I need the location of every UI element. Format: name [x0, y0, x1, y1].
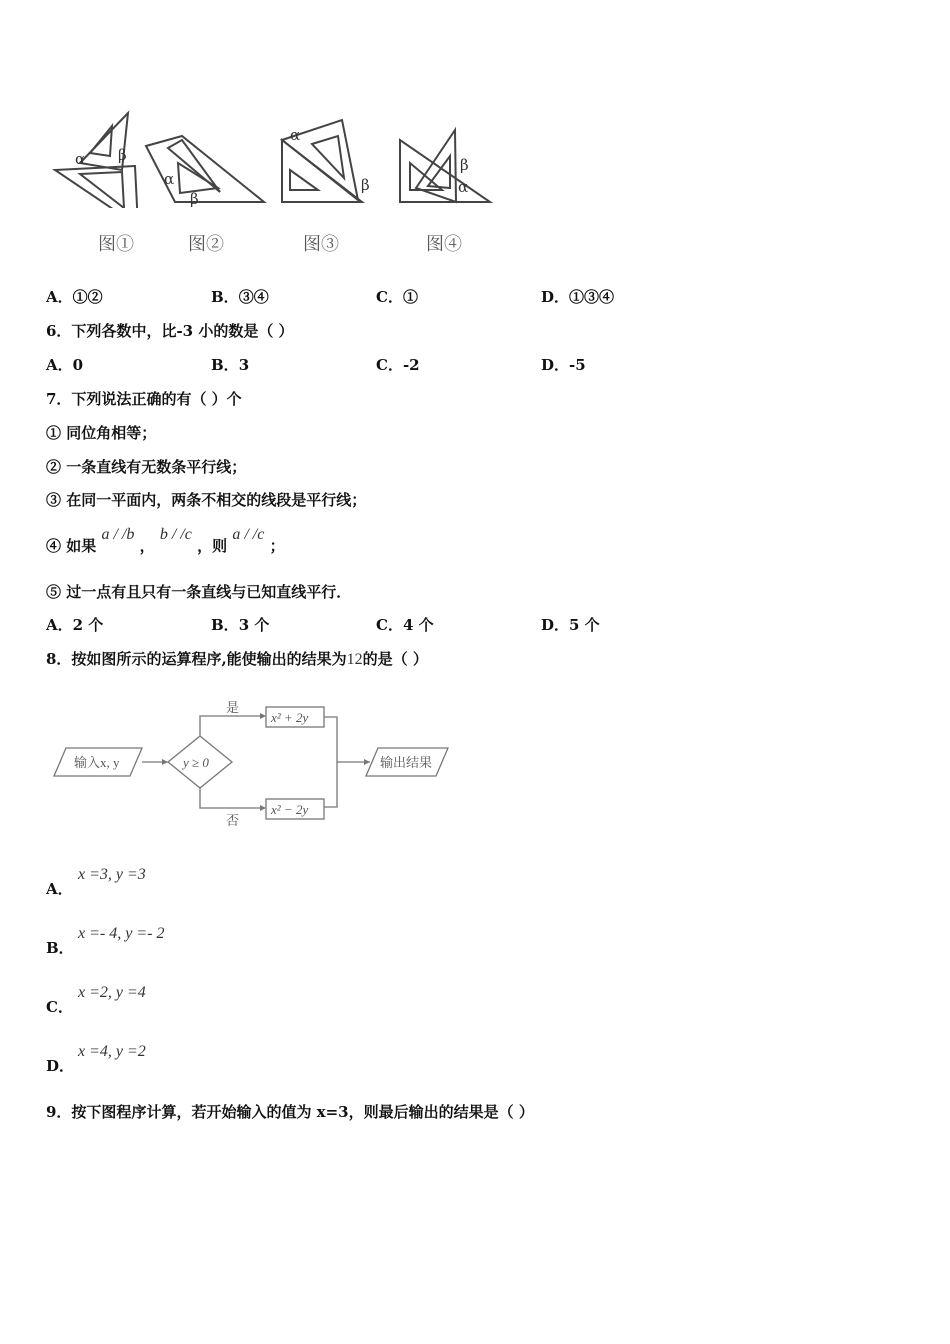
q7-option-b[interactable]: [211, 614, 269, 635]
option-label: A．: [46, 288, 73, 306]
alpha-label: α: [290, 126, 301, 144]
figure-label-1: 图①: [98, 234, 134, 255]
figure-label-4: 图④: [426, 234, 462, 255]
q5-option-d[interactable]: [541, 286, 614, 307]
q5-option-a[interactable]: [46, 286, 103, 307]
beta-label: β: [460, 156, 469, 174]
q7-statement-5: ⑤ 过一点有且只有一条直线与已知直线平行．: [46, 583, 352, 601]
option-label: D．: [46, 1057, 75, 1075]
q6-stem: 6．下列各数中，比-3 小的数是（ ）: [46, 322, 294, 340]
option-text: -5: [569, 356, 586, 374]
option-label: B．: [46, 939, 74, 957]
option-label: A．: [46, 616, 73, 634]
option-text: 3: [238, 356, 250, 374]
option-text: 5 个: [569, 616, 600, 634]
target-number: 12: [346, 651, 363, 668]
beta-label: β: [190, 190, 199, 208]
statement-prefix: ④ 如果: [46, 537, 97, 555]
option-label: C．: [46, 998, 73, 1016]
option-text: ③④: [238, 288, 269, 306]
yes-label: 是: [226, 700, 240, 715]
flowchart: [50, 692, 460, 837]
option-label: B．: [211, 616, 239, 634]
stem-text: 的是（ ）: [362, 650, 428, 668]
q7-statement-2: ② 一条直线有无数条平行线；: [46, 458, 247, 476]
no-label: 否: [226, 813, 240, 828]
option-label: D．: [541, 616, 570, 634]
separator: ，: [139, 537, 155, 555]
math-expr: x =4, y =2: [78, 1043, 146, 1060]
option-label: A．: [46, 880, 73, 898]
beta-label: β: [118, 146, 127, 164]
option-text: ①②: [72, 288, 103, 306]
option-label: C．: [376, 616, 403, 634]
figure-label-3: 图③: [303, 234, 339, 255]
q9-stem: 9．按下图程序计算，若开始输入的值为 x=3，则最后输出的结果是（ ）: [46, 1103, 534, 1121]
option-label: D．: [541, 356, 570, 374]
math-expr: x =3, y =3: [78, 866, 146, 883]
math-expr: b / /c: [159, 526, 192, 543]
option-text: 2 个: [72, 616, 104, 634]
q8-stem: [46, 648, 428, 669]
q5-option-b[interactable]: [211, 286, 269, 307]
option-label: C．: [376, 288, 403, 306]
q7-statement-1: ① 同位角相等；: [46, 424, 157, 442]
option-label: B．: [211, 356, 239, 374]
option-text: ①: [402, 288, 418, 306]
option-label: B．: [211, 288, 239, 306]
math-expr: x =2, y =4: [78, 984, 146, 1001]
q6-option-a[interactable]: [46, 354, 83, 375]
output-label: 输出结果: [380, 755, 433, 770]
alpha-label: α: [75, 150, 86, 168]
stem-text: 8．按如图所示的运算程序,能使输出的结果为: [46, 650, 347, 668]
q5-option-c[interactable]: [376, 286, 418, 307]
q7-stem: 7．下列说法正确的有（ ）个: [46, 390, 242, 408]
math-expr: a / /b: [101, 526, 135, 543]
option-text: ①③④: [569, 288, 615, 306]
math-expr: x =- 4, y =- 2: [78, 925, 165, 942]
then-text: ，则: [197, 537, 228, 555]
expr-no-label: x² − 2y: [271, 802, 309, 817]
q7-option-d[interactable]: [541, 614, 600, 635]
q7-statement-3: ③ 在同一平面内，两条不相交的线段是平行线；: [46, 491, 367, 509]
q7-option-a[interactable]: [46, 614, 103, 635]
q6-option-d[interactable]: [541, 354, 586, 375]
option-text: 0: [72, 356, 84, 374]
q6-option-c[interactable]: [376, 354, 420, 375]
q7-option-c[interactable]: [376, 614, 434, 635]
alpha-label: α: [164, 170, 175, 188]
expr-yes-label: x² + 2y: [271, 710, 309, 725]
input-label: 输入x, y: [74, 755, 120, 770]
q6-option-b[interactable]: [211, 354, 249, 375]
option-text: -2: [402, 356, 420, 374]
option-label: D．: [541, 288, 570, 306]
option-text: 3 个: [238, 616, 270, 634]
beta-label: β: [361, 176, 370, 194]
condition-label: y ≥ 0: [183, 755, 209, 770]
option-label: A．: [46, 356, 73, 374]
math-expr: a / /c: [232, 526, 265, 543]
option-label: C．: [376, 356, 403, 374]
end-mark: ；: [269, 537, 285, 555]
triangle-figures: [50, 108, 500, 208]
option-text: 4 个: [402, 616, 434, 634]
q7-statement-4: [46, 526, 285, 556]
figure-label-2: 图②: [188, 234, 224, 255]
alpha-label: α: [458, 178, 469, 196]
